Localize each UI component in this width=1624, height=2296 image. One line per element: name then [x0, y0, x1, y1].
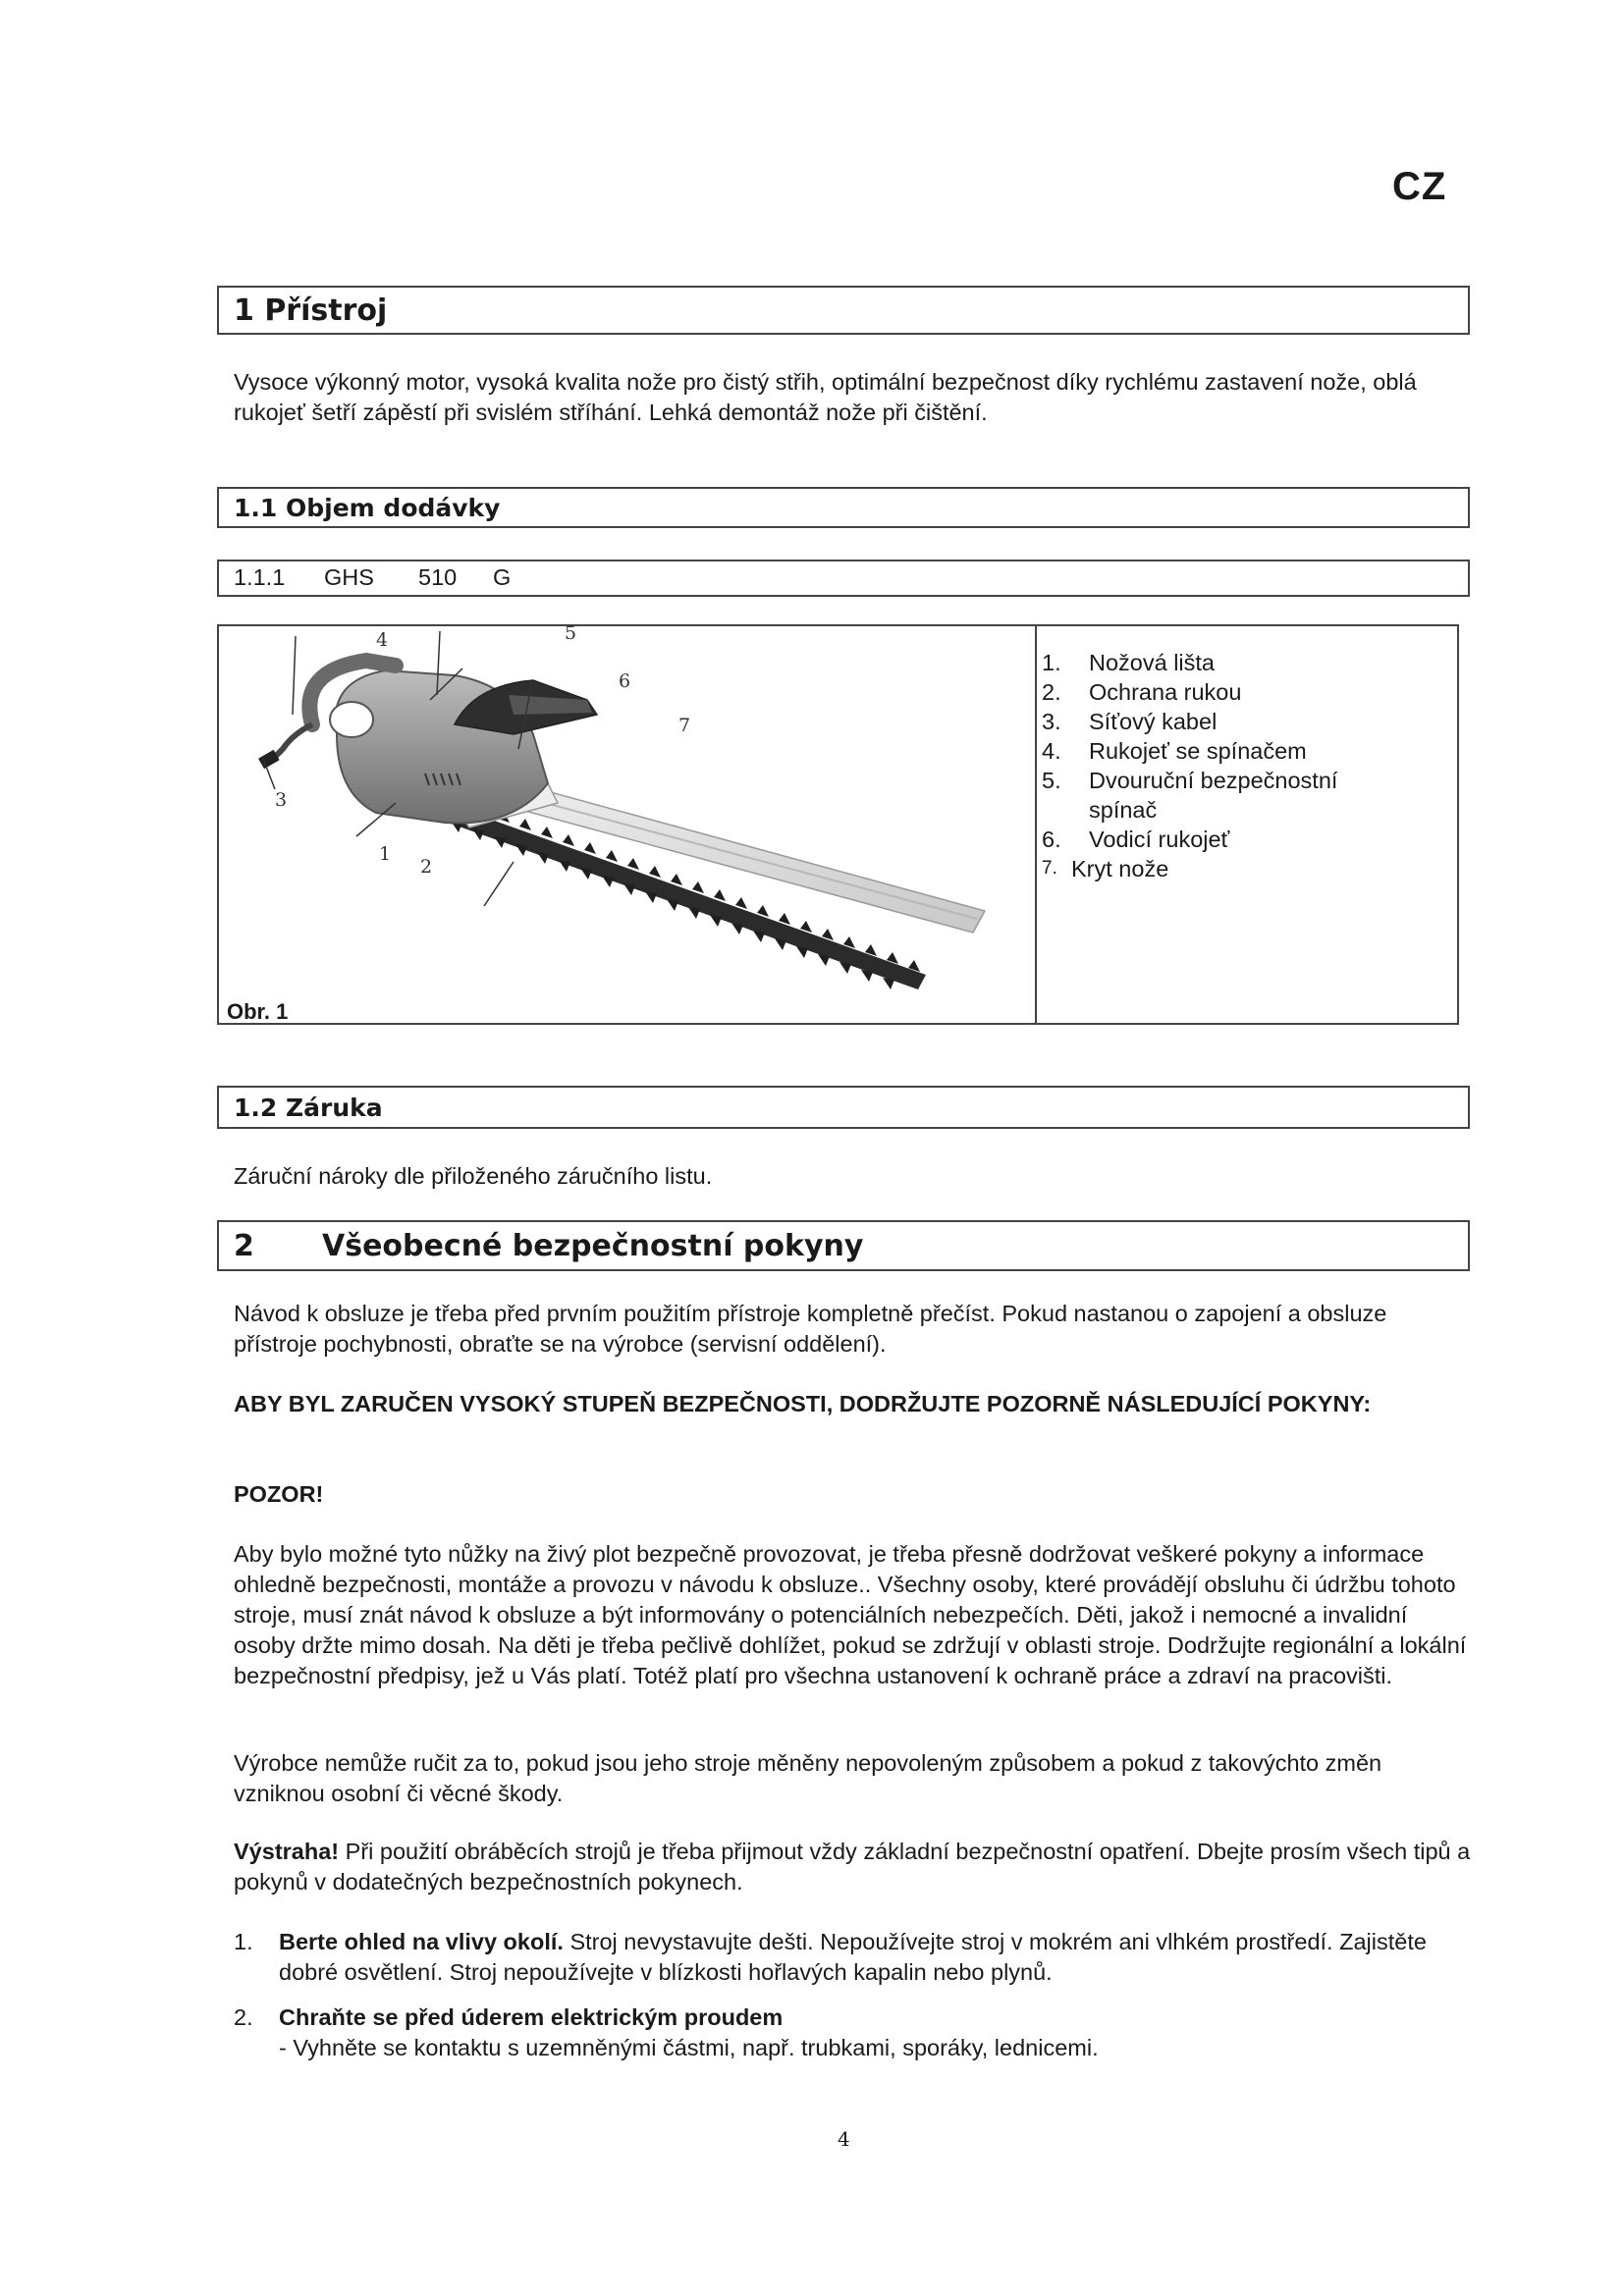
- model-name-b: 510: [418, 564, 458, 590]
- pozor-label: POZOR!: [234, 1481, 324, 1507]
- part-item: 3. Síťový kabel: [1042, 709, 1218, 734]
- part-item: 6. Vodicí rukojeť: [1042, 827, 1230, 852]
- part-item: 1. Nožová lišta: [1042, 650, 1215, 675]
- list-item: 1. Berte ohled na vlivy okolí. Stroj nevystavujte dešti. Nepoužívejte stroj v mokrém ani vlhkém prostředí. Zajistěte dobré osvětlení. Stroj nepoužívejte v blízkosti hořlavých kapalin nebo plynů.: [234, 1929, 1427, 1985]
- callout-5: 5: [565, 622, 577, 644]
- section-1-1-header: [217, 487, 1470, 528]
- language-tag: CZ: [1392, 165, 1447, 208]
- section-1-2-title: 1.2 Záruka: [234, 1094, 383, 1122]
- model-name-c: G: [493, 564, 512, 590]
- warranty-text: Záruční nároky dle přiloženého záručního listu.: [234, 1163, 713, 1189]
- part-item-continuation: spínač: [1089, 797, 1158, 823]
- section-2-header: [217, 1220, 1470, 1271]
- power-cable: [273, 724, 312, 759]
- safety-paragraph: Aby bylo možné tyto nůžky na živý plot bezpečně provozovat, je třeba přesně dodržovat veškeré pokyny a informace ohledně bezpečnosti, montáže a provozu v návodu k obsluze.. Všechny osoby, které provádějí obsluhu či údržbu tohoto stroje, musí znát návod k obsluze a být informovány o potenciálních nebezpečích. Děti, jakož i nemocné a invalidní osoby držte mimo dosah. Na děti je třeba pečlivě dohlížet, pokud se zdržují v oblasti stroje. Dodržujte regionální a lokální bezpečnostní předpisy, jež u Vás platí. Totéž platí pro všechna ustanovení k ochraně práce a zdraví na pracovišti.: [234, 1541, 1467, 1688]
- figure-caption: Obr. 1: [227, 999, 289, 1024]
- model-name-a: GHS: [324, 564, 374, 590]
- callout-6: 6: [619, 670, 631, 692]
- callout-1: 1: [379, 843, 392, 865]
- callout-2: 2: [420, 856, 433, 878]
- part-item: 2. Ochrana rukou: [1042, 679, 1242, 705]
- section-1-1-title: 1.1 Objem dodávky: [234, 494, 501, 522]
- model-number-label: 1.1.1: [234, 564, 286, 590]
- safety-list: [234, 1927, 1473, 1988]
- caps-warning: ABY BYL ZARUČEN VYSOKÝ STUPEŇ BEZPEČNOSTI, DODRŽUJTE POZORNĚ NÁSLEDUJÍCÍ POKYNY:: [234, 1391, 1372, 1416]
- callout-4: 4: [376, 629, 389, 651]
- callout-3: 3: [275, 789, 288, 811]
- section-1-header: [217, 286, 1470, 335]
- section-2-title: Všeobecné bezpečnostní pokyny: [322, 1229, 864, 1263]
- safety-list-2: [234, 2002, 1473, 2063]
- list-item: 2. Chraňte se před úderem elektrickým proudem - Vyhněte se kontaktu s uzemněnými částmi, např. trubkami, sporáky, lednicemi.: [234, 2004, 1099, 2060]
- callout-7: 7: [678, 715, 691, 736]
- warning-bold: Výstraha!: [234, 1839, 340, 1864]
- section-1-2-header: [217, 1086, 1470, 1129]
- section-2-intro: Návod k obsluze je třeba před prvním použitím přístroje kompletně přečíst. Pokud nastanou o zapojení a obsluze přístroje pochybnosti, obraťte se na výrobce (servisní oddělení).: [234, 1301, 1387, 1357]
- warning-paragraph: [234, 1837, 1471, 1897]
- part-item: 7. Kryt nože: [1042, 856, 1169, 881]
- page-number: 4: [838, 2127, 850, 2151]
- figure-divider: [1035, 626, 1037, 1023]
- section-1-text: Vysoce výkonný motor, vysoká kvalita nože pro čistý střih, optimální bezpečnost díky rychlému zastavení nože, oblá rukojeť šetří zápěstí při svislém stříhání. Lehká demontáž nože při čištění.: [234, 369, 1417, 425]
- section-2-number: 2: [234, 1229, 254, 1263]
- liability-paragraph: Výrobce nemůže ručit za to, pokud jsou jeho stroje měněny nepovoleným způsobem a pokud z takovýchto změn vzniknou osobní či věcné škody.: [234, 1750, 1382, 1806]
- section-1-title: 1 Přístroj: [234, 294, 388, 328]
- parts-list: [1042, 648, 1337, 883]
- warning-text: Při použití obráběcích strojů je třeba přijmout vždy základní bezpečnostní opatření. Dbejte prosím všech tipů a pokynů v dodatečných bezpečnostních pokynech.: [234, 1839, 1471, 1895]
- part-item: 5. Dvouruční bezpečnostní: [1042, 768, 1338, 793]
- part-item: 4. Rukojeť se spínačem: [1042, 738, 1307, 764]
- model-row: [217, 560, 1470, 597]
